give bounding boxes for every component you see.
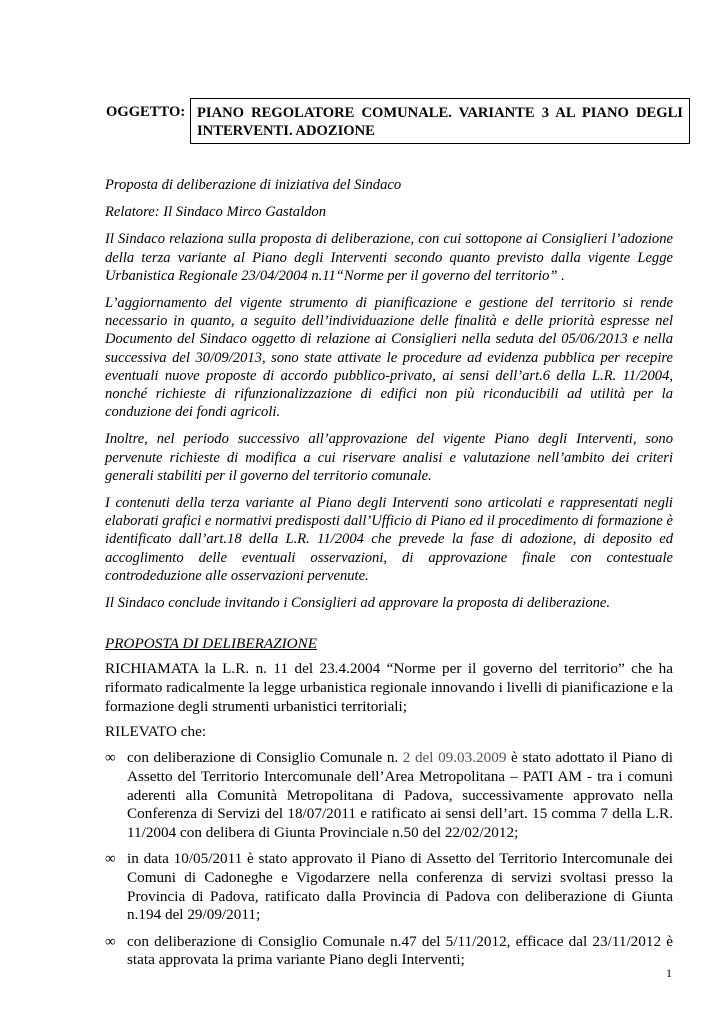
speaker-line: Relatore: Il Sindaco Mirco Gastaldon <box>105 204 327 221</box>
list-item-text-start: con deliberazione di Consiglio Comunale n. <box>127 749 403 767</box>
intro-paragraph: Il Sindaco relaziona sulla proposta di deliberazione, con cui sottopone ai Consiglieri l’adozione della terza variante al Piano degli Interventi secondo quanto previsto dalla vigente Legge Urbanistica Regionale 23/04/2004 n.11“Norme per il governo del territorio” . <box>105 231 673 284</box>
infinity-bullet-icon: ∞ <box>105 851 116 868</box>
infinity-bullet-icon: ∞ <box>105 750 116 767</box>
subject-title-box: PIANO REGOLATORE COMUNALE. VARIANTE 3 AL PIANO DEGLI INTERVENTI. ADOZIONE <box>190 98 690 144</box>
rilevato-line: RILEVATO che: <box>105 723 207 741</box>
list-item-text: in data 10/05/2011 è stato approvato il Piano di Assetto del Territorio Intercomunale dei Comuni di Cadoneghe e Vigodarzere nella conferenza di servizi svoltasi presso la Provincia di Padova, ratificato dalla Provincia di Padova con deliberazione di Giunta n.194 del 29/09/2011; <box>127 850 673 924</box>
list-item-text-end: è stato adottato il Piano di Assetto del Territorio Intercomunale dell’Area Metropolitana – PATI AM - tra i comuni aderenti alla Comunità Metropolitana di Padova, successivamente approvato nella Conferenza di Servizi del 18/07/2011 e ratificato ai sensi dell’art. 15 comma 7 della L.R. 11/2004 con delibera di Giunta Provinciale n.50 del 22/02/2012; <box>127 749 673 841</box>
infinity-bullet-icon: ∞ <box>105 933 116 950</box>
subject-label: OGGETTO: <box>106 104 186 120</box>
list-item <box>105 933 673 970</box>
list-item <box>105 850 673 924</box>
rilevato-list <box>105 749 673 970</box>
intro-paragraph: L’aggiornamento del vigente strumento di pianificazione e gestione del territorio si rende necessario in quanto, a seguito dell’individuazione delle finalità e delle priorità espresse nel Documento del Sindaco oggetto di relazione ai Consiglieri nella seduta del 05/06/2013 e nella successiva del 30/09/2013, sono state attivate le procedure ad evidenza pubblica per recepire eventuali nuove proposte di accordo pubblico-privato, ai sensi dell’art.6 della L.R. 11/2004, nonché richieste di rifunzionalizzazione di edifici non più riconducibili ad utilità per la conduzione dei fondi agricoli. <box>105 295 673 421</box>
intro-paragraph: Il Sindaco conclude invitando i Consiglieri ad approvare la proposta di deliberazione. <box>105 595 611 612</box>
proposal-line: Proposta di deliberazione di iniziativa del Sindaco <box>105 177 402 193</box>
subject-row <box>106 98 694 146</box>
section-heading: PROPOSTA DI DELIBERAZIONE <box>105 635 318 653</box>
richiamata-paragraph: RICHIAMATA la L.R. n. 11 del 23.4.2004 “Norme per il governo del territorio” che ha riformato radicalmente la legge urbanistica regionale innovando i livelli di pianificazione e la formazione degli strumenti urbanistici territoriali; <box>105 660 673 715</box>
document-body <box>105 176 673 978</box>
list-item-highlight: 2 del 09.03.2009 <box>402 749 507 767</box>
list-item-text: con deliberazione di Consiglio Comunale n.47 del 5/11/2012, efficace dal 23/11/2012 è stata approvata la prima variante Piano degli Interventi; <box>127 932 673 969</box>
list-item <box>105 749 673 842</box>
intro-paragraph: I contenuti della terza variante al Piano degli Interventi sono articolati e rappresentati negli elaborati grafici e normativi predisposti dall’Ufficio di Piano ed il procedimento di formazione è identificato dall’art.18 della L.R. 11/2004 che prevede la fase di adozione, di deposito ed accoglimento delle eventuali osservazioni, di approvazione finale con contestuale controdeduzione alle osservazioni pervenute. <box>105 495 673 584</box>
intro-paragraph: Inoltre, nel periodo successivo all’approvazione del vigente Piano degli Interventi, sono pervenute richieste di modifica a cui riservare analisi e valutazione nell’ambito dei criteri generali stabiliti per il governo del territorio comunale. <box>105 431 673 484</box>
page-number: 1 <box>666 966 672 980</box>
